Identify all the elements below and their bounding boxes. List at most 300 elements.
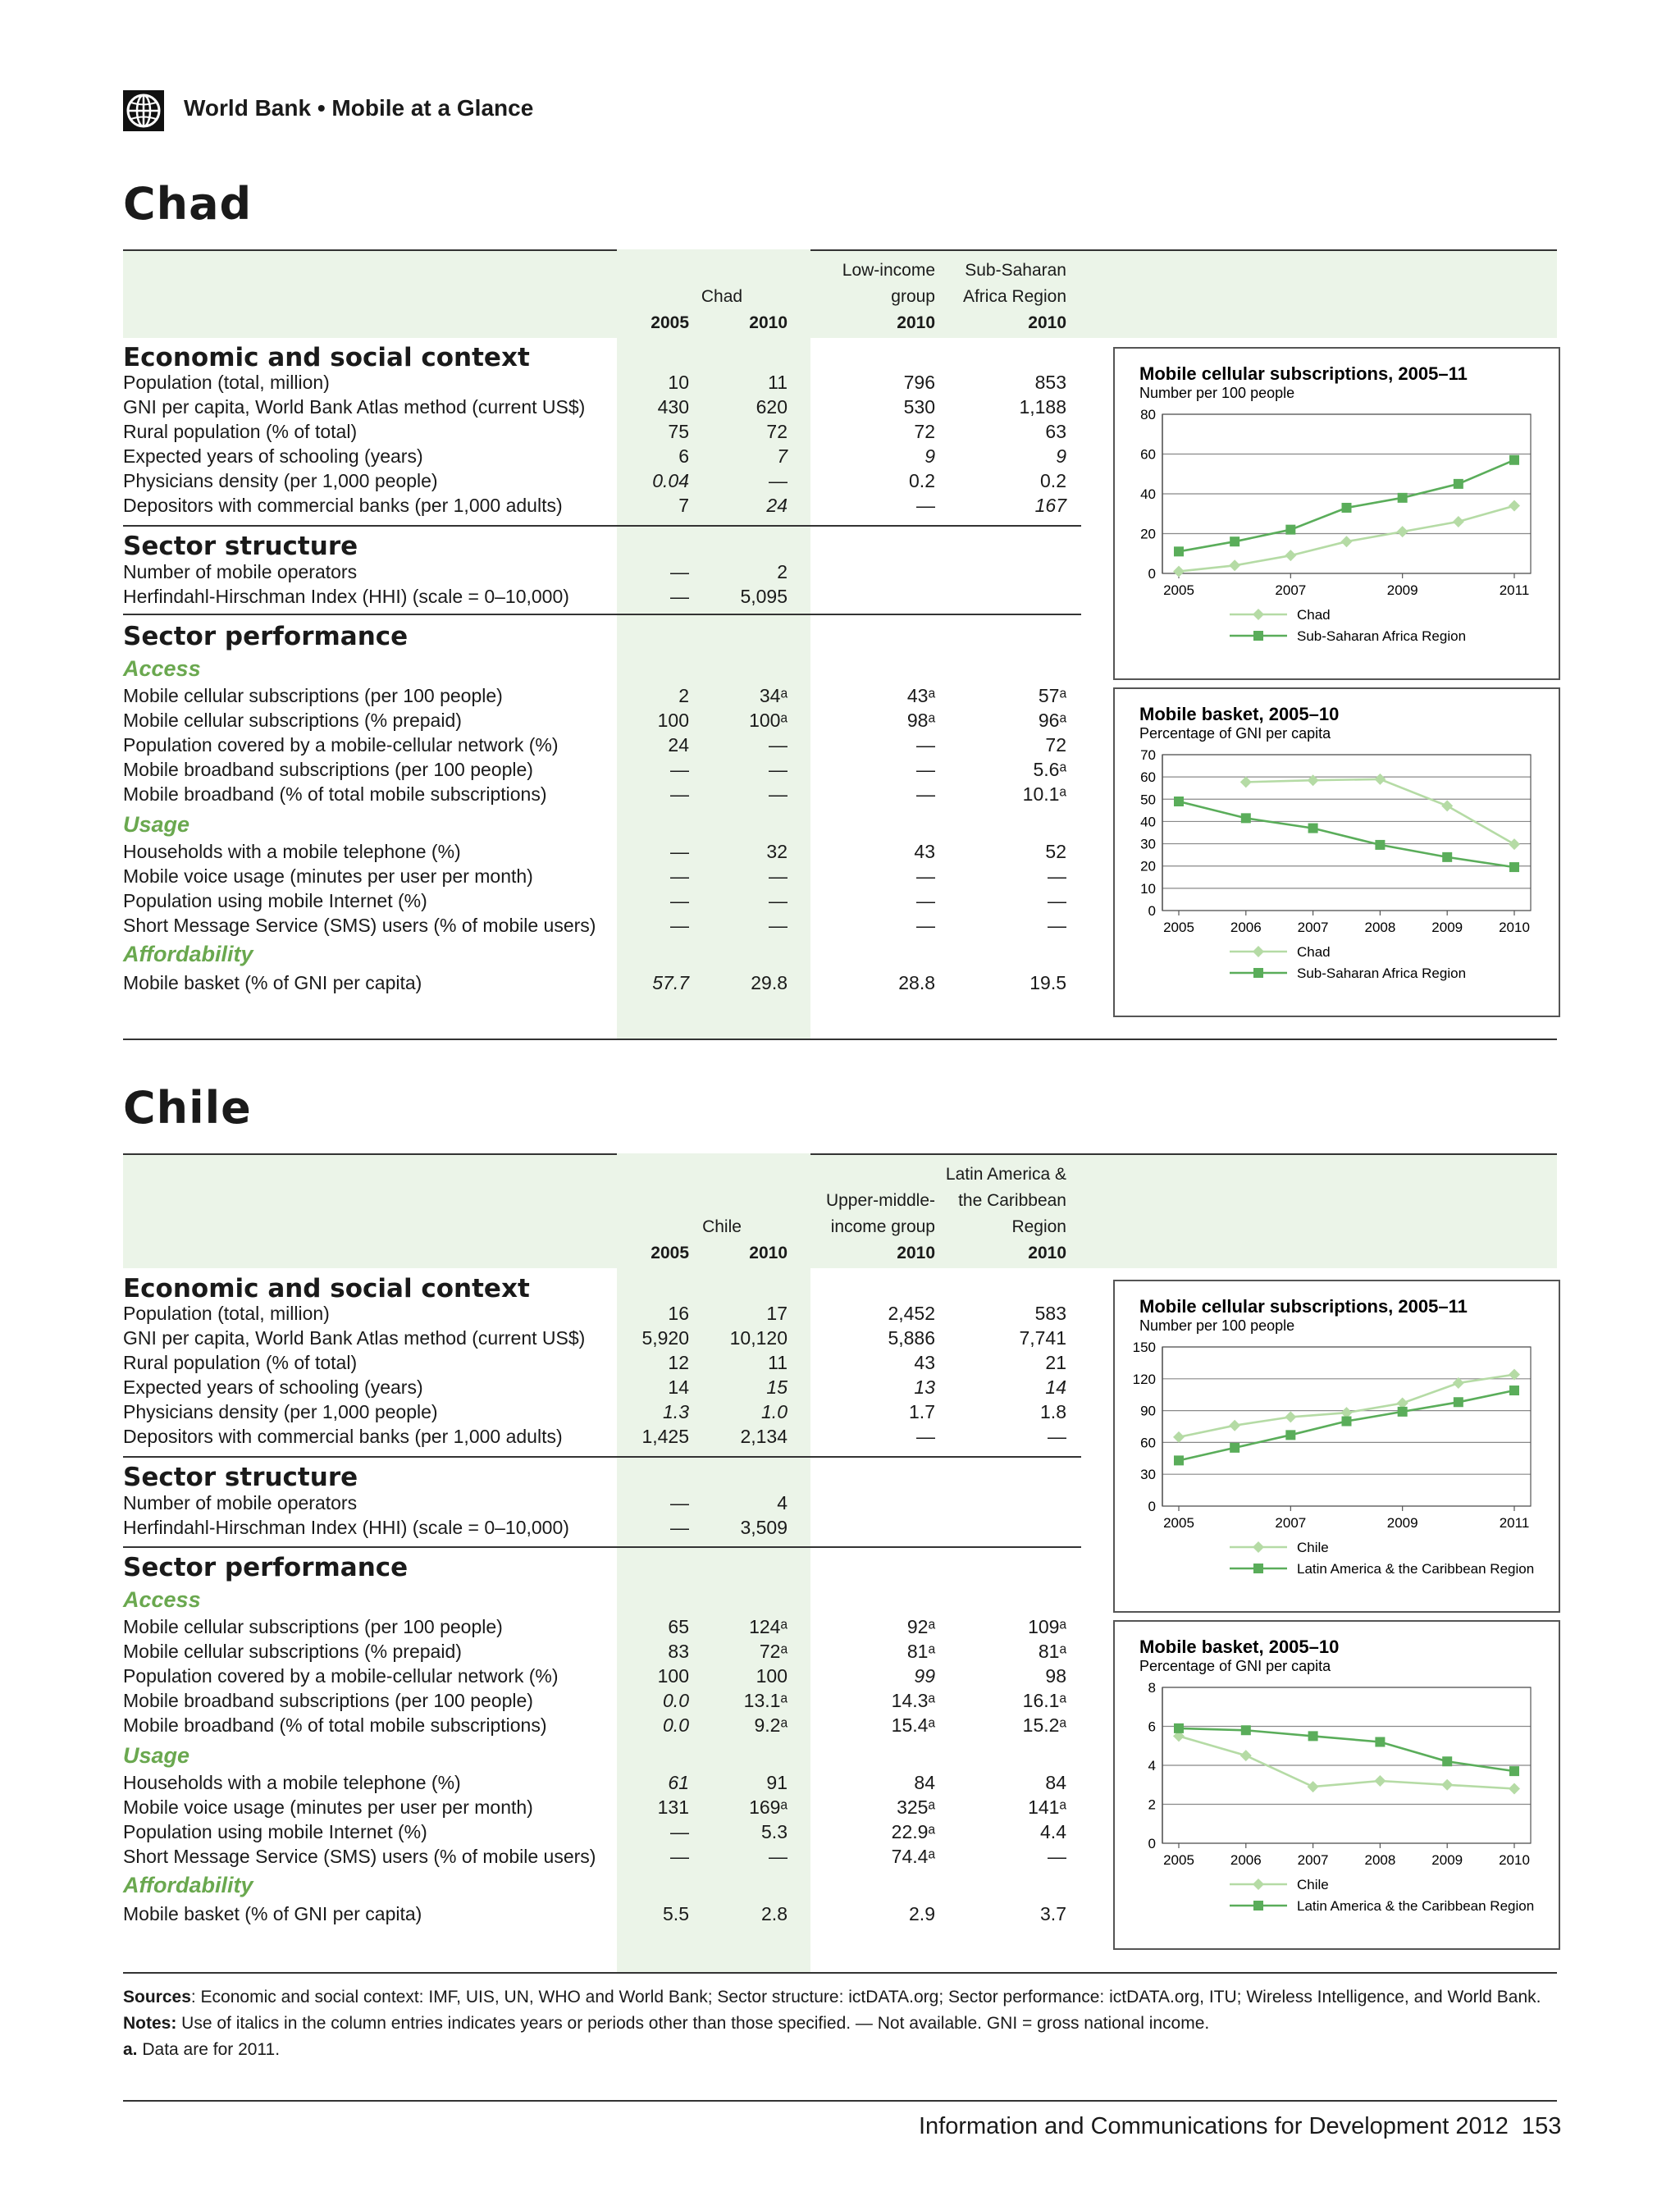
row-value-col3: 92ᵃ <box>906 1616 935 1637</box>
row-value-col3: — <box>916 759 935 780</box>
chart-subtitle: Number per 100 people <box>1139 385 1295 401</box>
page-number: 153 <box>1522 2113 1562 2139</box>
row-value-col4: 141ᵃ <box>1028 1796 1066 1818</box>
row-value-col4: 84 <box>1045 1772 1066 1793</box>
sources-label: Sources <box>123 1988 191 2006</box>
column-heading-c3b: income group <box>830 1217 935 1236</box>
x-tick-label: 2005 <box>1163 1515 1194 1531</box>
data-point <box>1441 800 1453 811</box>
notes-text: Use of italics in the column entries indicates years or periods other than those specified. — Not available. GNI = gross national income. <box>176 2014 1210 2033</box>
row-label: Expected years of schooling (years) <box>123 1376 423 1398</box>
data-point <box>1454 1397 1463 1407</box>
row-label: Population using mobile Internet (%) <box>123 1821 427 1842</box>
section-heading-usage: Usage <box>123 1743 190 1768</box>
legend-label: Sub-Saharan Africa Region <box>1297 628 1467 644</box>
x-tick-label: 2010 <box>1499 920 1530 935</box>
legend-marker <box>1253 1879 1264 1890</box>
data-point <box>1509 1783 1520 1795</box>
row-value-col4: 15.2ᵃ <box>1022 1714 1066 1736</box>
column-heading-c4a: the Caribbean <box>958 1191 1066 1210</box>
table-row <box>123 1795 1075 1819</box>
row-value-col2: 17 <box>766 1303 788 1324</box>
legend-label: Chad <box>1297 944 1331 960</box>
row-value-col2: — <box>769 1846 788 1867</box>
row-value-col4: 1,188 <box>1019 396 1066 418</box>
table-row <box>123 395 1075 419</box>
row-value-col2: — <box>769 783 788 805</box>
table-row <box>123 1491 1075 1515</box>
table-row <box>123 1688 1075 1713</box>
chart-box <box>1113 1620 1560 1950</box>
row-value-col1: 65 <box>668 1616 689 1637</box>
y-tick-label: 80 <box>1140 407 1156 422</box>
data-point <box>1397 526 1408 537</box>
row-value-col4: 52 <box>1045 841 1066 862</box>
x-tick-label: 2007 <box>1297 920 1329 935</box>
row-value-col4: 109ᵃ <box>1028 1616 1066 1637</box>
data-point <box>1375 1737 1385 1747</box>
row-value-col3: 43ᵃ <box>906 685 935 706</box>
row-value-col2: 5,095 <box>740 586 788 607</box>
y-tick-label: 0 <box>1148 1499 1156 1514</box>
column-heading-y1: 2005 <box>651 1244 689 1262</box>
table-row <box>123 468 1075 493</box>
row-label: Population covered by a mobile-cellular network (%) <box>123 1665 559 1687</box>
row-value-col4: 9 <box>1056 445 1066 467</box>
series-line-1 <box>1179 1375 1514 1437</box>
plot-frame <box>1162 755 1531 911</box>
row-value-col1: — <box>670 865 689 887</box>
table-row <box>123 913 1075 938</box>
row-value-col4: 5.6ᵃ <box>1033 759 1066 780</box>
chart-subtitle: Percentage of GNI per capita <box>1139 725 1331 742</box>
data-point <box>1442 852 1452 862</box>
chart-title: Mobile basket, 2005–10 <box>1139 1637 1340 1657</box>
table-row <box>123 1664 1075 1688</box>
data-point <box>1442 1756 1452 1766</box>
row-value-col2: — <box>769 865 788 887</box>
table-row <box>123 419 1075 444</box>
y-tick-label: 20 <box>1140 526 1156 542</box>
table-row <box>123 1399 1075 1424</box>
y-tick-label: 50 <box>1140 792 1156 808</box>
column-heading-y3: 2010 <box>897 1244 935 1262</box>
y-tick-label: 8 <box>1148 1680 1156 1696</box>
section-rule <box>123 1456 1081 1458</box>
data-point <box>1230 1443 1239 1453</box>
table-row <box>123 559 1075 584</box>
row-value-col2: 2.8 <box>761 1903 788 1924</box>
table-row <box>123 1770 1075 1795</box>
row-value-col1: 6 <box>678 445 689 467</box>
row-label: Physicians density (per 1,000 people) <box>123 470 438 491</box>
column-heading-y4: 2010 <box>1028 313 1066 332</box>
y-tick-label: 60 <box>1140 446 1156 463</box>
table-end-rule <box>123 1039 1557 1040</box>
row-value-col1: 1.3 <box>663 1401 689 1422</box>
data-point <box>1174 1723 1184 1733</box>
row-value-col1: 1,425 <box>641 1426 689 1447</box>
legend-marker <box>1253 946 1264 957</box>
footer-rule <box>123 1972 1557 1974</box>
legend-label: Chad <box>1297 607 1331 623</box>
table-row <box>123 1424 1075 1449</box>
row-value-col3: 22.9ᵃ <box>891 1821 935 1842</box>
row-value-col1: 7 <box>678 495 689 516</box>
row-value-col4: 4.4 <box>1040 1821 1066 1842</box>
row-value-col1: 14 <box>668 1376 689 1398</box>
row-value-col2: 169ᵃ <box>749 1796 788 1818</box>
table-row <box>123 1901 1075 1926</box>
row-value-col3: 13 <box>914 1376 935 1398</box>
row-value-col2: 29.8 <box>751 972 788 993</box>
row-value-col1: — <box>670 1846 689 1867</box>
row-value-col3: 43 <box>914 1352 935 1373</box>
row-value-col4: 98 <box>1045 1665 1066 1687</box>
row-value-col1: 12 <box>668 1352 689 1373</box>
row-label: Mobile basket (% of GNI per capita) <box>123 972 422 993</box>
y-tick-label: 40 <box>1140 814 1156 830</box>
section-heading-perf: Sector performance <box>123 622 409 651</box>
table-row <box>123 1301 1075 1326</box>
y-tick-label: 30 <box>1140 836 1156 852</box>
row-label: Mobile cellular subscriptions (% prepaid) <box>123 710 462 731</box>
chart-box <box>1113 1280 1560 1613</box>
sources-note <box>123 1985 1541 2010</box>
y-tick-label: 0 <box>1148 903 1156 919</box>
row-value-col4: 57ᵃ <box>1038 685 1066 706</box>
line-chart <box>1115 689 1559 1016</box>
row-label: Rural population (% of total) <box>123 1352 358 1373</box>
row-value-col2: 4 <box>777 1492 788 1513</box>
data-point <box>1509 455 1519 465</box>
series-line-1 <box>1179 1736 1514 1788</box>
y-tick-label: 30 <box>1140 1467 1156 1483</box>
footnote-a-label: a. <box>123 2040 138 2059</box>
row-value-col4: 72 <box>1045 734 1066 756</box>
section-heading-struct: Sector structure <box>123 532 358 561</box>
data-point <box>1285 1411 1296 1422</box>
row-label: Mobile basket (% of GNI per capita) <box>123 1903 422 1924</box>
chart-subtitle: Percentage of GNI per capita <box>1139 1658 1331 1674</box>
row-label: Population covered by a mobile-cellular network (%) <box>123 734 559 756</box>
row-value-col3: 0.2 <box>909 470 935 491</box>
table-row <box>123 1614 1075 1639</box>
row-value-col1: — <box>670 783 689 805</box>
row-value-col1: 100 <box>657 1665 689 1687</box>
row-value-col1: 131 <box>657 1796 689 1818</box>
data-point <box>1174 546 1184 556</box>
data-point <box>1240 1750 1252 1761</box>
x-tick-label: 2008 <box>1364 920 1396 935</box>
column-heading-c3b: group <box>891 287 935 306</box>
row-value-col2: 9.2ᵃ <box>754 1714 788 1736</box>
row-value-col3: 74.4ᵃ <box>891 1846 935 1867</box>
column-heading-c3a: Upper-middle- <box>825 1191 935 1210</box>
row-value-col3: 9 <box>924 445 935 467</box>
row-value-col2: 2,134 <box>740 1426 788 1447</box>
column-heading-c3a: Low-income <box>842 261 935 280</box>
x-tick-label: 2007 <box>1275 1515 1307 1531</box>
row-value-col3: 2,452 <box>888 1303 935 1324</box>
data-point <box>1285 1430 1295 1440</box>
y-tick-label: 6 <box>1148 1719 1156 1735</box>
y-tick-label: 0 <box>1148 566 1156 582</box>
data-point <box>1241 813 1251 823</box>
row-value-col1: 0.0 <box>663 1714 689 1736</box>
section-heading-afford: Affordability <box>123 942 253 966</box>
row-value-col1: — <box>670 759 689 780</box>
row-label: Mobile cellular subscriptions (% prepaid) <box>123 1641 462 1662</box>
y-tick-label: 2 <box>1148 1796 1156 1813</box>
row-label: Mobile voice usage (minutes per user per month) <box>123 865 533 887</box>
row-value-col1: — <box>670 915 689 936</box>
x-tick-label: 2008 <box>1364 1852 1396 1868</box>
table-row <box>123 1844 1075 1869</box>
country-title: Chile <box>123 1082 252 1134</box>
row-value-col3: 43 <box>914 841 935 862</box>
row-value-col3: 81ᵃ <box>906 1641 935 1662</box>
row-value-col3: — <box>916 783 935 805</box>
row-value-col3: — <box>916 1426 935 1447</box>
y-tick-label: 4 <box>1148 1758 1156 1774</box>
data-point <box>1374 1775 1386 1787</box>
column-heading-y1: 2005 <box>651 313 689 332</box>
row-value-col3: — <box>916 865 935 887</box>
row-label: Households with a mobile telephone (%) <box>123 1772 461 1793</box>
row-label: Population (total, million) <box>123 372 330 393</box>
table-row <box>123 1515 1075 1540</box>
row-label: Number of mobile operators <box>123 561 358 582</box>
data-point <box>1308 774 1319 786</box>
row-value-col2: 11 <box>768 372 788 393</box>
table-row <box>123 1639 1075 1664</box>
chart-subtitle: Number per 100 people <box>1139 1317 1295 1334</box>
row-value-col1: 75 <box>668 421 689 442</box>
data-point <box>1229 1420 1240 1431</box>
section-rule <box>123 614 1081 615</box>
header-title: World Bank • Mobile at a Glance <box>184 95 534 121</box>
legend-marker <box>1253 631 1263 641</box>
data-point <box>1230 536 1239 546</box>
row-value-col3: 325ᵃ <box>897 1796 935 1818</box>
row-value-col4: 63 <box>1045 421 1066 442</box>
data-point <box>1241 1725 1251 1735</box>
column-heading-c4b: Region <box>1011 1217 1066 1236</box>
series-line-1 <box>1246 779 1514 844</box>
table-row <box>123 839 1075 864</box>
row-label: Mobile broadband (% of total mobile subscriptions) <box>123 1714 547 1736</box>
row-value-col4: — <box>1048 1426 1066 1447</box>
row-value-col2: 72ᵃ <box>759 1641 788 1662</box>
x-tick-label: 2005 <box>1163 1852 1194 1868</box>
footnote-a-text: Data are for 2011. <box>137 2040 281 2059</box>
table-row <box>123 584 1075 609</box>
row-value-col2: 100 <box>756 1665 788 1687</box>
row-value-col2: 15 <box>766 1376 788 1398</box>
notes-note <box>123 2011 1209 2036</box>
data-point <box>1229 559 1240 571</box>
table-row <box>123 708 1075 733</box>
data-point <box>1342 503 1352 513</box>
row-value-col2: 620 <box>756 396 788 418</box>
row-value-col2: 2 <box>777 561 788 582</box>
data-point <box>1308 1781 1319 1792</box>
legend-marker <box>1253 968 1263 978</box>
row-value-col2: — <box>769 915 788 936</box>
row-value-col4: 0.2 <box>1040 470 1066 491</box>
row-label: Mobile broadband (% of total mobile subscriptions) <box>123 783 547 805</box>
row-value-col2: 100ᵃ <box>749 710 788 731</box>
page-bottom-rule <box>123 2100 1557 2102</box>
plot-frame <box>1162 1347 1531 1506</box>
table-row <box>123 444 1075 468</box>
data-point <box>1453 516 1464 527</box>
series-line-2 <box>1179 801 1514 867</box>
row-label: Households with a mobile telephone (%) <box>123 841 461 862</box>
row-value-col4: 19.5 <box>1029 972 1066 993</box>
row-value-col3: — <box>916 915 935 936</box>
section-rule <box>123 525 1081 527</box>
row-value-col1: 5,920 <box>641 1327 689 1349</box>
row-label: Physicians density (per 1,000 people) <box>123 1401 438 1422</box>
row-value-col1: 0.04 <box>652 470 689 491</box>
row-value-col3: 72 <box>914 421 935 442</box>
row-value-col3: 14.3ᵃ <box>891 1690 935 1711</box>
section-heading-afford: Affordability <box>123 1873 253 1897</box>
chart-title: Mobile cellular subscriptions, 2005–11 <box>1139 363 1468 384</box>
section-heading-usage: Usage <box>123 812 190 837</box>
row-value-col3: — <box>916 734 935 756</box>
y-tick-label: 20 <box>1140 858 1156 874</box>
row-value-col3: — <box>916 890 935 911</box>
legend-marker <box>1253 609 1264 620</box>
row-label: Population using mobile Internet (%) <box>123 890 427 911</box>
x-tick-label: 2009 <box>1386 582 1418 598</box>
row-value-col3: 15.4ᵃ <box>891 1714 935 1736</box>
data-point <box>1285 525 1295 535</box>
legend-marker <box>1253 1564 1263 1573</box>
row-label: Depositors with commercial banks (per 1,000 adults) <box>123 1426 563 1447</box>
x-tick-label: 2011 <box>1499 582 1530 598</box>
data-point <box>1509 1386 1519 1395</box>
row-label: Mobile voice usage (minutes per user per month) <box>123 1796 533 1818</box>
data-point <box>1509 838 1520 850</box>
row-value-col2: 10,120 <box>729 1327 788 1349</box>
row-label: Herfindahl-Hirschman Index (HHI) (scale = 0–10,000) <box>123 586 569 607</box>
x-tick-label: 2007 <box>1275 582 1307 598</box>
x-tick-label: 2009 <box>1431 1852 1463 1868</box>
row-value-col4: 3.7 <box>1040 1903 1066 1924</box>
section-rule <box>123 1546 1081 1548</box>
data-point <box>1398 493 1408 503</box>
table-row <box>123 370 1075 395</box>
row-value-col4: 7,741 <box>1019 1327 1066 1349</box>
row-value-col4: 96ᵃ <box>1038 710 1066 731</box>
legend-label: Chile <box>1297 1540 1329 1555</box>
row-value-col1: 61 <box>668 1772 689 1793</box>
row-label: Short Message Service (SMS) users (% of mobile users) <box>123 915 596 936</box>
row-value-col3: 84 <box>914 1772 935 1793</box>
sources-text: : Economic and social context: IMF, UIS, UN, WHO and World Bank; Sector structure: ictDATA.org; Sector performance: ictDATA.org, ITU; Wireless Intelligence, and World Bank. <box>190 1988 1541 2006</box>
row-label: Mobile cellular subscriptions (per 100 people) <box>123 1616 503 1637</box>
data-point <box>1240 776 1252 788</box>
chart-box <box>1113 347 1560 680</box>
row-value-col1: — <box>670 1821 689 1842</box>
row-value-col3: 796 <box>903 372 935 393</box>
line-chart <box>1115 349 1559 678</box>
row-value-col1: 0.0 <box>663 1690 689 1711</box>
x-tick-label: 2009 <box>1386 1515 1418 1531</box>
row-value-col2: 24 <box>766 495 788 516</box>
chart-box <box>1113 687 1560 1017</box>
row-value-col2: 3,509 <box>740 1517 788 1538</box>
data-point <box>1285 550 1296 561</box>
column-heading-c1: Chile <box>702 1217 742 1236</box>
row-value-col4: 14 <box>1045 1376 1066 1398</box>
row-value-col2: — <box>769 759 788 780</box>
y-tick-label: 40 <box>1140 486 1156 502</box>
x-tick-label: 2007 <box>1297 1852 1329 1868</box>
data-point <box>1509 500 1520 512</box>
row-value-col3: — <box>916 495 935 516</box>
chart-title: Mobile cellular subscriptions, 2005–11 <box>1139 1296 1468 1317</box>
row-value-col4: 583 <box>1034 1303 1066 1324</box>
footnote-a <box>123 2038 280 2062</box>
row-value-col2: — <box>769 734 788 756</box>
data-point <box>1174 1455 1184 1465</box>
line-chart <box>1115 1281 1559 1611</box>
row-value-col1: 2 <box>678 685 689 706</box>
row-value-col2: 32 <box>766 841 788 862</box>
row-value-col2: — <box>769 890 788 911</box>
data-point <box>1173 566 1185 578</box>
row-label: GNI per capita, World Bank Atlas method (current US$) <box>123 1327 586 1349</box>
row-label: Depositors with commercial banks (per 1,000 adults) <box>123 495 563 516</box>
row-label: Rural population (% of total) <box>123 421 358 442</box>
row-value-col4: 81ᵃ <box>1038 1641 1066 1662</box>
row-value-col1: — <box>670 1517 689 1538</box>
y-tick-label: 150 <box>1132 1340 1156 1355</box>
row-value-col1: 10 <box>668 372 689 393</box>
legend-label: Sub-Saharan Africa Region <box>1297 966 1467 981</box>
row-label: Mobile broadband subscriptions (per 100 people) <box>123 759 533 780</box>
data-point <box>1454 479 1463 489</box>
line-chart <box>1115 1622 1559 1948</box>
row-value-col4: 1.8 <box>1040 1401 1066 1422</box>
row-value-col2: 91 <box>766 1772 788 1793</box>
data-point <box>1174 797 1184 806</box>
row-value-col3: 98ᵃ <box>906 710 935 731</box>
section-heading-perf: Sector performance <box>123 1553 409 1582</box>
column-heading-c4top: Latin America & <box>945 1165 1066 1184</box>
legend-label: Chile <box>1297 1877 1329 1892</box>
row-value-col2: 72 <box>766 421 788 442</box>
y-tick-label: 120 <box>1132 1371 1156 1387</box>
column-heading-y2: 2010 <box>749 313 788 332</box>
row-value-col3: 530 <box>903 396 935 418</box>
table-row <box>123 683 1075 708</box>
row-value-col4: 21 <box>1045 1352 1066 1373</box>
data-point <box>1375 840 1385 850</box>
y-tick-label: 60 <box>1140 769 1156 786</box>
table-row <box>123 970 1075 995</box>
row-value-col4: — <box>1048 1846 1066 1867</box>
row-value-col1: 57.7 <box>652 972 689 993</box>
country-title: Chad <box>123 178 253 230</box>
section-heading-econ: Economic and social context <box>123 1274 530 1303</box>
row-value-col1: 83 <box>668 1641 689 1662</box>
